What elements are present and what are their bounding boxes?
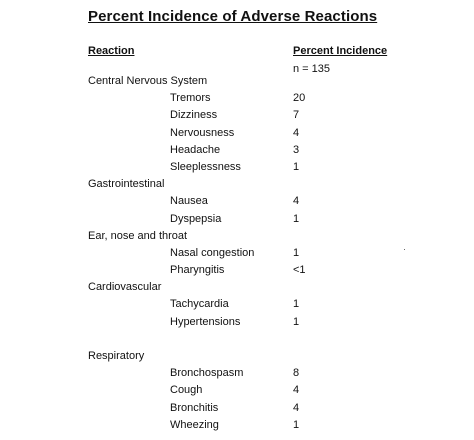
percent-value: 1 (293, 298, 300, 311)
column-header-reaction: Reaction (88, 45, 135, 57)
table-row (0, 382, 474, 399)
adverse-reactions-table (0, 73, 474, 434)
percent-value: 1 (293, 315, 300, 328)
reaction-label: Headache (170, 143, 221, 156)
table-row (0, 400, 474, 417)
table-row (0, 245, 474, 262)
reaction-label: Bronchitis (170, 401, 219, 414)
category-label: Ear, nose and throat (88, 229, 188, 242)
reaction-label: Nasal congestion (170, 246, 255, 259)
stray-mark (404, 249, 405, 250)
category-label: Cardiovascular (88, 281, 162, 294)
reaction-label: Dizziness (170, 109, 218, 122)
table-row (0, 262, 474, 279)
sample-size-label: n = 135 (293, 63, 331, 75)
table-row (0, 193, 474, 210)
table-row (0, 90, 474, 107)
reaction-label: Tremors (170, 92, 211, 105)
reaction-label: Wheezing (170, 418, 219, 431)
reaction-label: Bronchospasm (170, 367, 244, 380)
category-row (0, 279, 474, 296)
reaction-label: Sleeplessness (170, 160, 241, 173)
percent-value: 8 (293, 367, 300, 380)
percent-value: 4 (293, 195, 300, 208)
spacer-row (0, 331, 474, 348)
percent-value: 3 (293, 143, 300, 156)
category-row (0, 228, 474, 245)
reaction-label: Nervousness (170, 126, 235, 139)
percent-value: 4 (293, 384, 300, 397)
reaction-label: Cough (170, 384, 203, 397)
table-row (0, 365, 474, 382)
reaction-label: Nausea (170, 195, 208, 208)
category-row (0, 348, 474, 365)
percent-value: 4 (293, 126, 300, 139)
page-title: Percent Incidence of Adverse Reactions (88, 8, 378, 25)
percent-value: <1 (293, 264, 306, 277)
table-row (0, 211, 474, 228)
table-row (0, 142, 474, 159)
percent-value: 1 (293, 212, 300, 225)
category-label: Gastrointestinal (88, 178, 165, 191)
reaction-label: Dyspepsia (170, 212, 222, 225)
percent-value: 4 (293, 401, 300, 414)
category-row (0, 73, 474, 90)
category-label: Respiratory (88, 350, 145, 362)
category-label: Central Nervous System (88, 75, 208, 87)
table-row (0, 296, 474, 313)
percent-value: 1 (293, 246, 300, 259)
percent-value: 1 (293, 160, 300, 173)
table-row (0, 107, 474, 124)
reaction-label: Pharyngitis (170, 264, 225, 277)
reaction-label: Tachycardia (170, 298, 229, 311)
category-row (0, 176, 474, 193)
percent-value: 7 (293, 109, 300, 122)
reaction-label: Hypertensions (170, 315, 241, 328)
percent-value: 1 (293, 418, 300, 431)
table-row (0, 314, 474, 331)
percent-value: 20 (293, 92, 306, 105)
table-row (0, 159, 474, 176)
table-row (0, 417, 474, 434)
column-header-percent-incidence: Percent Incidence (293, 45, 388, 57)
table-row (0, 125, 474, 142)
